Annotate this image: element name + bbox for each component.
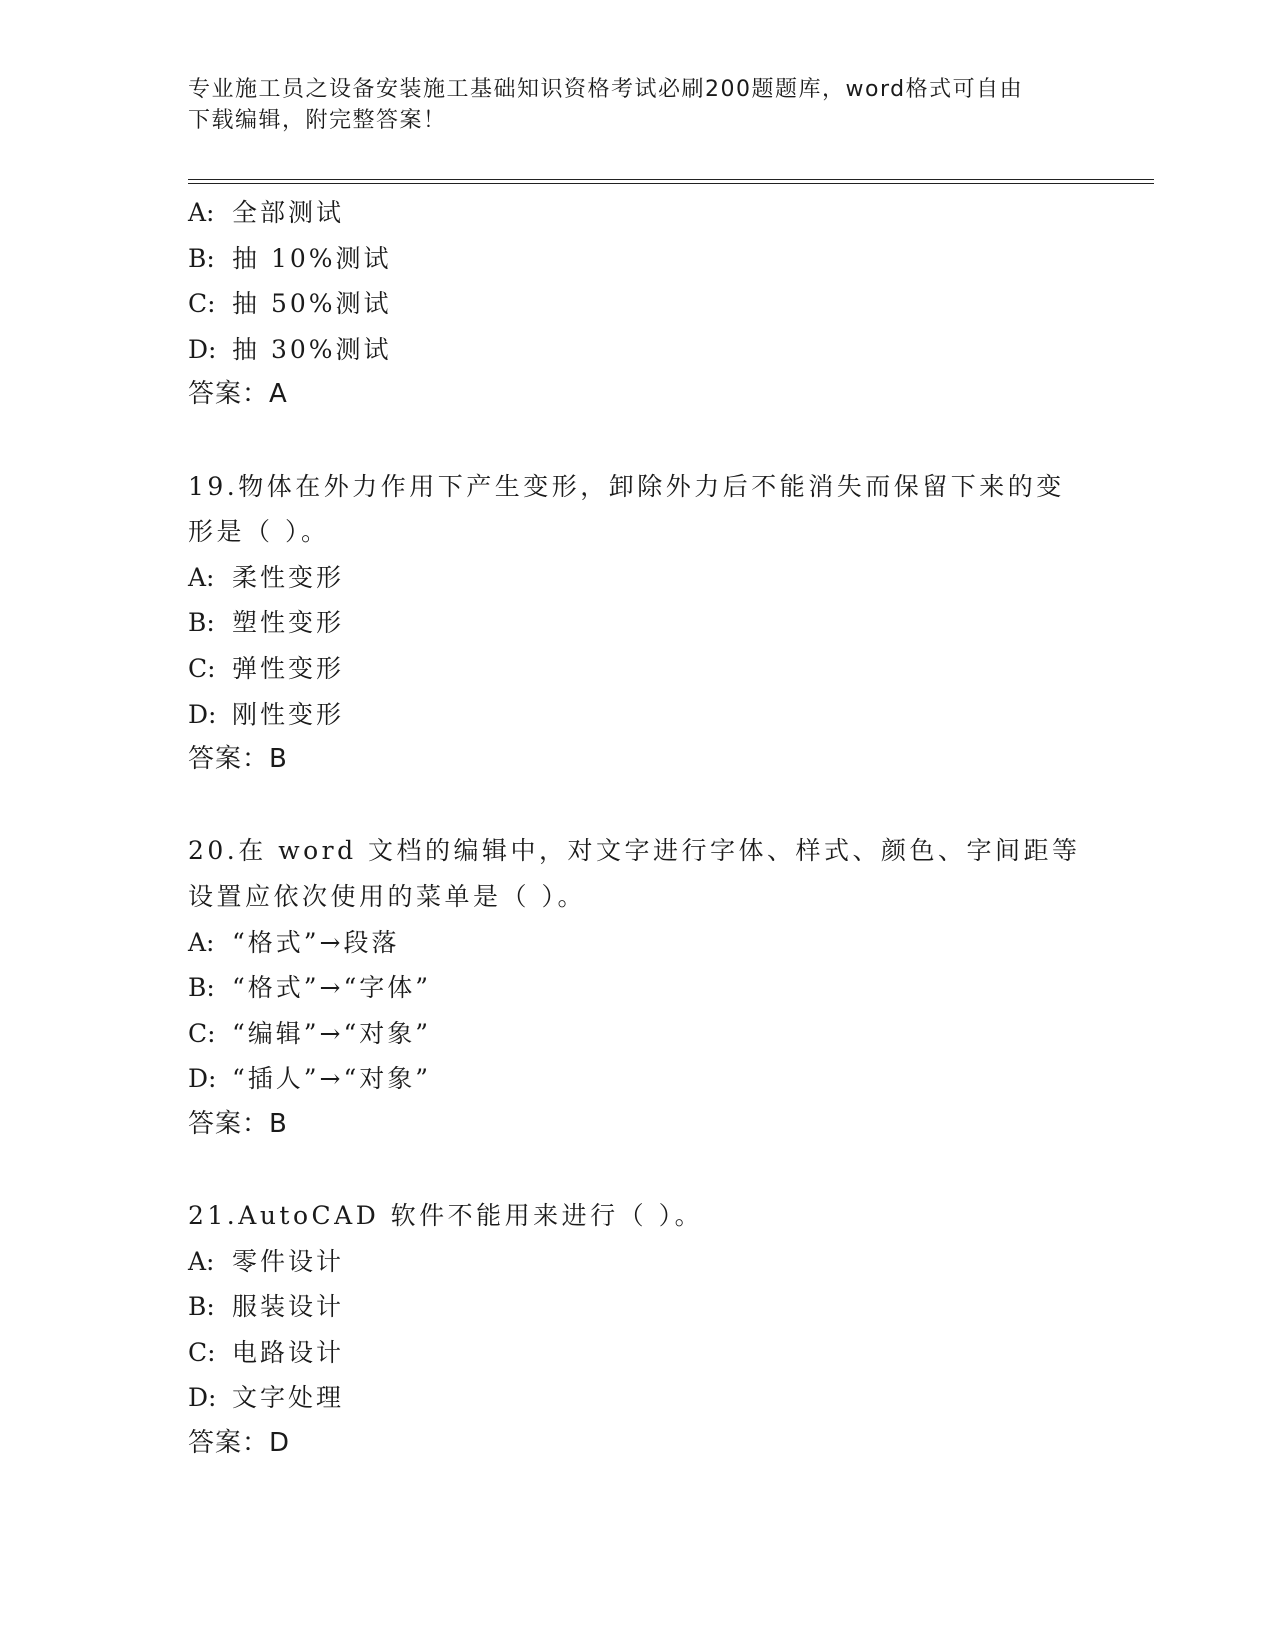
spacer bbox=[188, 418, 1088, 464]
option-d: D: 抽 30%测试 bbox=[188, 334, 392, 364]
question-20 bbox=[188, 828, 1088, 1147]
question-text-line-2: 形是（ ）。 bbox=[188, 517, 330, 547]
question-text-line-2: 设置应依次使用的菜单是（ ）。 bbox=[188, 881, 586, 911]
spacer bbox=[188, 783, 1088, 829]
spacer bbox=[188, 1147, 1088, 1193]
question-18 bbox=[188, 190, 1088, 418]
answer: 答案：B bbox=[188, 1108, 288, 1139]
option-b: B: “格式”→“字体” bbox=[188, 973, 432, 1003]
question-text-line-1: 19.物体在外力作用下产生变形，卸除外力后不能消失而保留下来的变 bbox=[188, 471, 1065, 501]
option-b: B: 抽 10%测试 bbox=[188, 243, 392, 273]
question-21 bbox=[188, 1193, 1088, 1467]
question-text-line-1: 21.AutoCAD 软件不能用来进行（ ）。 bbox=[188, 1201, 704, 1231]
question-19 bbox=[188, 464, 1088, 783]
option-c: C: 抽 50%测试 bbox=[188, 289, 392, 319]
option-c: C: 弹性变形 bbox=[188, 653, 345, 683]
header-line-2: 下载编辑，附完整答案！ bbox=[188, 108, 447, 133]
option-d: D: 文字处理 bbox=[188, 1383, 345, 1413]
option-a: A: 零件设计 bbox=[188, 1246, 345, 1276]
option-a: A: 全部测试 bbox=[188, 198, 345, 227]
header-line-1: 专业施工员之设备安装施工基础知识资格考试必刷200题题库，word格式可自由 bbox=[188, 77, 1024, 102]
header-divider-bottom bbox=[188, 183, 1154, 184]
answer: 答案：D bbox=[188, 1428, 291, 1459]
option-a: A: “格式”→段落 bbox=[188, 927, 400, 957]
answer: 答案：B bbox=[188, 744, 288, 775]
option-b: B: 服装设计 bbox=[188, 1292, 345, 1322]
option-b: B: 塑性变形 bbox=[188, 608, 345, 638]
option-d: D: 刚性变形 bbox=[188, 699, 345, 729]
header-divider-top bbox=[188, 179, 1154, 180]
document-header bbox=[188, 74, 1088, 136]
question-text-line-1: 20.在 word 文档的编辑中，对文字进行字体、样式、颜色、字间距等 bbox=[188, 836, 1081, 866]
question-list bbox=[188, 190, 1088, 1467]
answer: 答案：A bbox=[188, 379, 288, 410]
option-d: D: “插人”→“对象” bbox=[188, 1064, 432, 1094]
option-c: C: 电路设计 bbox=[188, 1337, 345, 1367]
option-c: C: “编辑”→“对象” bbox=[188, 1018, 432, 1048]
option-a: A: 柔性变形 bbox=[188, 562, 345, 592]
